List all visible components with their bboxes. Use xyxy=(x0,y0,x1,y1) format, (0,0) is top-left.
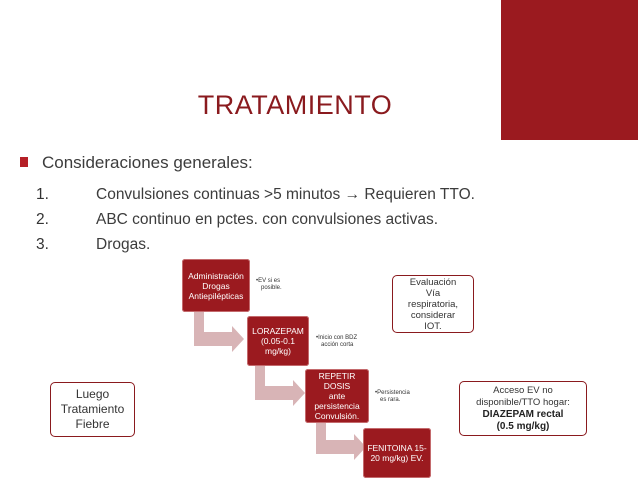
luego-tratamiento-box: Luego Tratamiento Fiebre xyxy=(50,382,135,437)
flow-step-repetir-dosis: REPETIR DOSIS ante persistencia Convulsión. xyxy=(305,369,369,423)
list-item: 3. Drogas. xyxy=(36,236,151,253)
bullet-text: Consideraciones generales: xyxy=(42,153,253,172)
flow-step-fenitoina: FENITOINA 15- 20 mg/kg) EV. xyxy=(363,428,431,478)
list-item: 2. ABC continuo en pctes. con convulsiones activas. xyxy=(36,211,439,228)
accent-block xyxy=(501,0,638,140)
acceso-ev-box: Acceso EV no disponible/TTO hogar: DIAZEPAM rectal (0.5 mg/kg) xyxy=(459,381,587,436)
slide-title: TRATAMIENTO xyxy=(197,90,393,120)
bullet-item xyxy=(20,153,253,173)
evaluacion-box: Evaluación Vía respiratoria, considerar IOT. xyxy=(392,275,474,333)
numbered-list xyxy=(36,182,475,257)
flow-arrow-icon xyxy=(249,366,309,406)
flow-step-antiepilepticas: Administración Drogas Antiepilépticas xyxy=(182,259,250,312)
bullet-square-icon xyxy=(20,157,28,167)
flow-step-lorazepam: LORAZEPAM (0.05-0.1 mg/kg) xyxy=(247,316,309,366)
list-item: 1. Convulsiones continuas >5 minutos → Requieren TTO. xyxy=(36,186,475,203)
flow-arrow-icon xyxy=(310,420,370,460)
flow-arrow-icon xyxy=(188,312,248,352)
flow-note: •Persistencia es rara. xyxy=(375,390,410,403)
flow-note: •Inicio con BDZ acción corta xyxy=(316,335,358,348)
flow-note: •EV si es posible. xyxy=(256,278,282,291)
